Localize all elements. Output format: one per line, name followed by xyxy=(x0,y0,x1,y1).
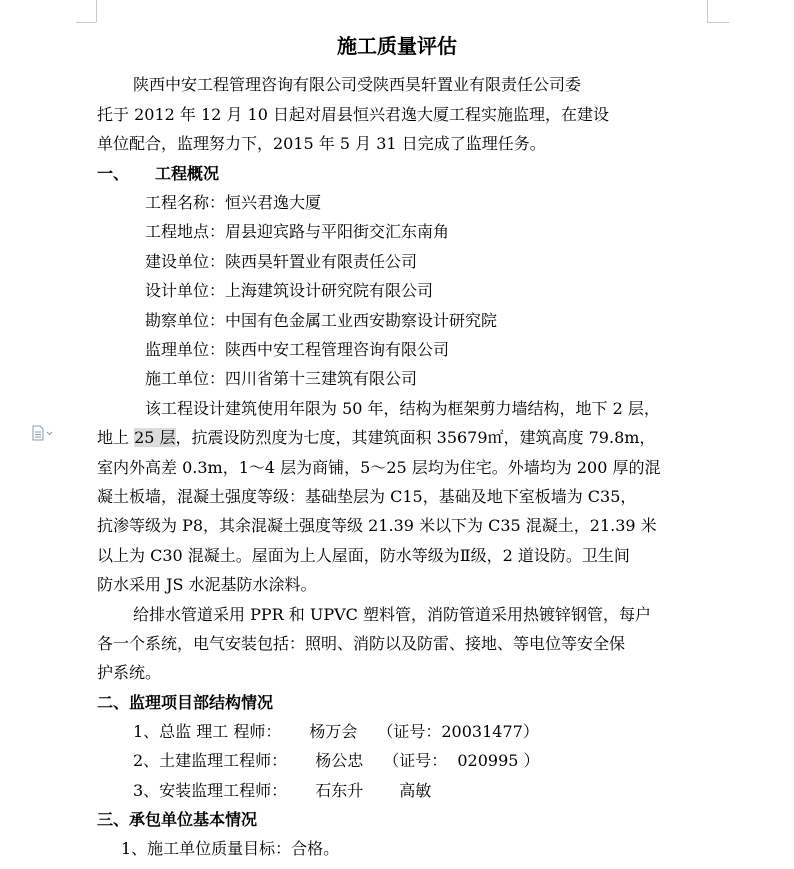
section-title: 工程概况 xyxy=(155,164,220,183)
document-paragraph-icon[interactable] xyxy=(30,425,54,441)
project-info-item: 施工单位：四川省第十三建筑有限公司 xyxy=(145,369,418,388)
staff-role: 2、土建监理工程师： xyxy=(133,751,288,770)
intro-line: 托于 2012 年 12 月 10 日起对眉县恒兴君逸大厦工程实施监理，在建设 xyxy=(97,105,609,124)
paragraph-line: 抗渗等级为 P8，其余混凝土强度等级 21.39 米以下为 C35 混凝土，21.39 米 xyxy=(97,516,657,535)
paragraph-line: 防水采用 JS 水泥基防水涂料。 xyxy=(97,575,317,594)
document-title: 施工质量评估 xyxy=(337,34,457,58)
paragraph-line: 该工程设计建筑使用年限为 50 年，结构为框架剪力墙结构，地下 2 层， xyxy=(145,399,660,418)
paragraph-line: 各一个系统，电气安装包括：照明、消防以及防雷、接地、等电位等安全保 xyxy=(97,634,626,653)
staff-name: 杨公忠 xyxy=(315,751,364,770)
contractor-info-item: 1、施工单位质量目标：合格。 xyxy=(121,839,340,858)
staff-row xyxy=(133,780,431,802)
intro-line: 陕西中安工程管理咨询有限公司受陕西昊轩置业有限责任公司委 xyxy=(133,75,582,94)
staff-role: 1、总监 理工 程师： xyxy=(133,722,282,741)
staff-name: 杨万会 xyxy=(309,722,358,741)
paragraph-line: 护系统。 xyxy=(97,663,162,682)
crop-mark-right xyxy=(707,0,708,22)
staff-row xyxy=(133,721,539,743)
paragraph-line: 室内外高差 0.3m，1～4 层为商铺，5～25 层均为住宅。外墙均为 200 厚的混 xyxy=(97,458,661,477)
staff-name: 高敏 xyxy=(399,781,432,800)
project-info-item: 监理单位：陕西中安工程管理咨询有限公司 xyxy=(145,340,450,359)
project-info-item: 勘察单位：中国有色金属工业西安勘察设计研究院 xyxy=(145,311,498,330)
crop-mark-left xyxy=(96,0,97,22)
section-heading-2: 二、监理项目部结构情况 xyxy=(97,693,274,712)
paragraph-line: 给排水管道采用 PPR 和 UPVC 塑料管，消防管道采用热镀锌钢管，每户 xyxy=(133,605,651,624)
highlighted-text[interactable]: 25 层 xyxy=(134,428,176,447)
staff-cert: （证号： 020995 ） xyxy=(383,751,540,770)
text-run: 地上 xyxy=(97,428,135,447)
crop-mark-left xyxy=(76,22,96,23)
section-heading-3: 三、承包单位基本情况 xyxy=(97,810,258,829)
crop-mark-right xyxy=(707,22,729,23)
project-info-item: 建设单位：陕西昊轩置业有限责任公司 xyxy=(145,252,418,271)
intro-line: 单位配合，监理努力下，2015 年 5 月 31 日完成了监理任务。 xyxy=(97,134,546,153)
project-info-item: 工程地点：眉县迎宾路与平阳街交汇东南角 xyxy=(145,222,450,241)
project-info-item: 设计单位：上海建筑设计研究院有限公司 xyxy=(145,281,434,300)
paragraph-line: 以上为 C30 混凝土。屋面为上人屋面，防水等级为Ⅱ级，2 道设防。卫生间 xyxy=(97,546,630,565)
project-info-item: 工程名称：恒兴君逸大厦 xyxy=(145,193,322,212)
staff-role: 3、安装监理工程师： xyxy=(133,781,288,800)
section-heading-1 xyxy=(97,163,219,185)
paragraph-line: 凝土板墙，混凝土强度等级：基础垫层为 C15，基础及地下室板墙为 C35， xyxy=(97,487,637,506)
section-number: 一、 xyxy=(97,164,130,183)
paragraph-line xyxy=(97,427,655,449)
staff-row xyxy=(133,750,540,772)
staff-name: 石东升 xyxy=(315,781,364,800)
text-run: ，抗震设防烈度为七度，其建筑面积 35679㎡，建筑高度 79.8m， xyxy=(175,428,656,447)
staff-cert: （证号：20031477） xyxy=(377,722,539,741)
